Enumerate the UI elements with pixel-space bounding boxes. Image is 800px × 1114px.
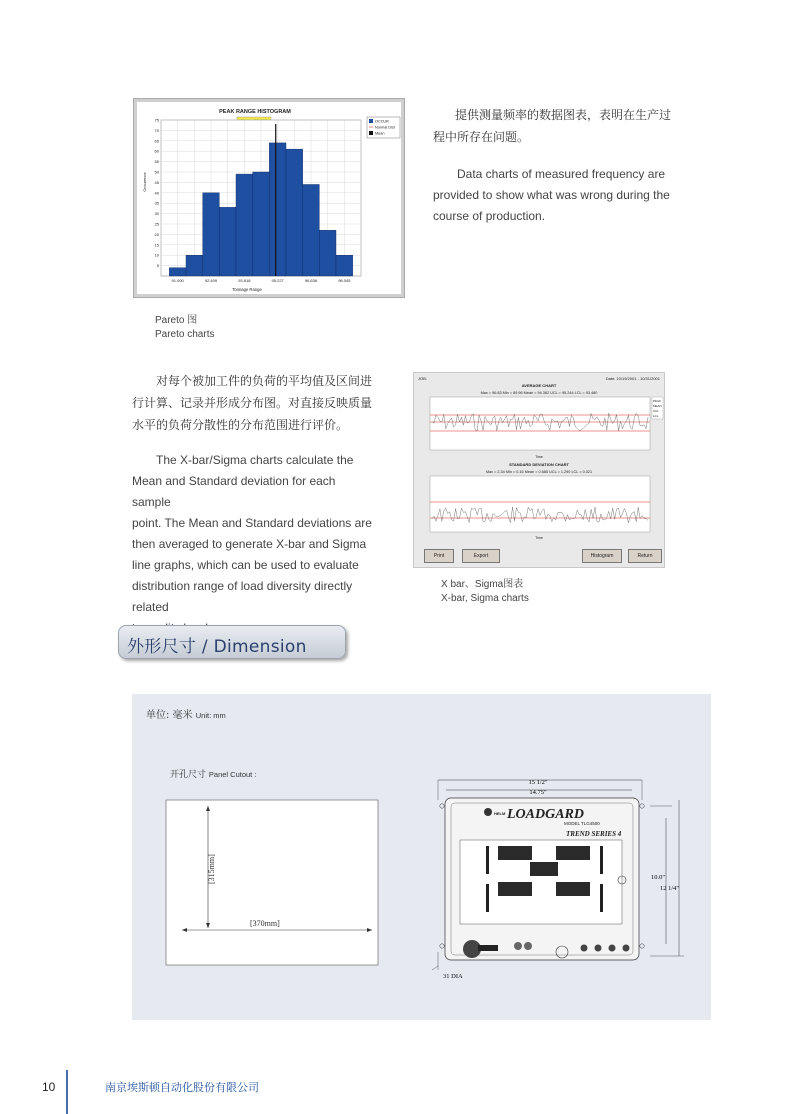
cutout-height-label: [315mm] [207,854,216,884]
x-tick-label: 91.000 [171,278,184,283]
mounting-hole-icon [440,804,444,808]
dimension-drawing-panel [132,694,711,1020]
legend-mean: MEAN [653,404,662,408]
peak-range-histogram [137,102,403,296]
date-range: Date: 10/19/2001 - 10/31/2001 [605,376,660,381]
caption-en: X-bar, Sigma charts [441,593,529,604]
histogram-button[interactable]: Histogram [582,549,622,563]
section-title: 外形尺寸 / Dimension [127,637,307,657]
histogram-bar [186,255,203,276]
export-button[interactable]: Export [462,549,500,563]
helm-logo-plate [478,945,498,951]
average-chart-title: AVERAGE CHART [521,383,557,388]
legend-occur-swatch [369,119,373,123]
display-area [460,840,622,924]
x-tick-label: 93.818 [238,278,251,283]
histogram-text-en [433,164,683,227]
text-line: provided to show what was wrong during the [433,188,670,202]
width-inner-label: 14.75" [529,789,547,796]
text-line: Data charts of measured frequency are [457,167,666,181]
y-tick-label: 60 [154,148,159,154]
connector-icon [514,942,522,950]
mounting-hole-icon [440,944,444,948]
histogram-bar [169,268,186,276]
xbar-sigma-chart-panel [413,372,665,568]
xbar-text-en [132,450,374,639]
cutout-width-label: [370mm] [250,919,280,928]
xbar-sigma-charts [414,373,664,547]
y-tick-label: 15 [154,242,159,248]
connector-icon [524,942,532,950]
histogram-bar [336,255,353,276]
mounting-hole-icon [640,804,644,808]
x-tick-label: 95.227 [271,278,284,283]
x-tick-label: 98.045 [338,278,351,283]
legend-lcl: LCL [653,414,659,418]
y-tick-label: 70 [154,127,159,133]
xbar-caption [441,578,529,606]
unit-zh: 单位: 毫米 [146,710,193,721]
indicator-icon [595,945,602,952]
legend-normal: Normal Dist [375,125,395,130]
histogram-bar [286,149,303,276]
left-front-display [498,882,532,896]
cutout-en: Panel Cutout : [208,770,257,779]
print-button[interactable]: Print [424,549,454,563]
y-tick-label: 35 [154,200,159,206]
y-tick-label: 65 [154,138,159,144]
text-line: then averaged to generate X-bar and Sigma [132,537,367,551]
histogram-text-zh [433,104,695,148]
x-tick-label: 92.409 [204,278,218,283]
hole-diameter-label: 31 DIA [443,973,463,980]
legend-mean: Mean [375,131,385,136]
y-tick-label: 25 [154,221,159,227]
histogram-ylabel: Occurence [142,172,147,192]
y-tick-label: 55 [154,159,159,165]
dimension-drawing [132,694,711,1020]
company-name: 南京埃斯顿自动化股份有限公司 [105,1081,259,1094]
x-tick-label: 96.636 [304,278,318,283]
height-inner-label: 10.0" [651,874,666,881]
caption-en: Pareto charts [155,329,215,340]
xbar-text-zh [132,370,382,436]
height-total-label: 12 1/4" [660,885,680,892]
text-line: 对每个被加工件的负荷的平均值及区间进 [156,374,373,388]
std-plot-area [430,476,650,532]
legend-ucl: UCL [653,409,660,413]
legend-occur: OCCUR [375,119,389,124]
avg-time-label: Time [535,455,543,459]
bar-graph-icon [600,846,603,874]
y-tick-label: 75 [154,117,159,123]
histogram-bar [253,172,270,276]
histogram-panel [133,98,405,298]
indicator-icon [609,945,616,952]
histogram-bar [303,184,320,276]
histogram-legend [367,117,400,138]
right-rear-display [556,846,590,860]
text-line: Mean and Standard deviation for each sample [132,474,336,509]
text-line: line graphs, which can be used to evaluate [132,558,359,572]
return-button[interactable]: Return [628,549,662,563]
text-line: 提供测量频率的数据图表，表明在生产过 [455,108,672,122]
average-stats: Max = 96.83 Min = 89.96 Mean = 94.362 UCL = 95.244 LCL = 93.480 [480,391,598,395]
histogram-bar [236,174,253,276]
cutout-zh: 开孔尺寸 [170,770,207,780]
mounting-hole-icon [640,944,644,948]
histogram-title: PEAK RANGE HISTOGRAM [219,109,291,115]
text-line: 水平的负荷分散性的分布范围进行评价。 [132,418,349,432]
text-line: The X-bar/Sigma charts calculate the [156,453,354,467]
caption-zh: Pareto 图 [155,315,198,326]
model-name: MODEL TLG4500 [564,821,600,826]
indicator-icon [581,945,588,952]
text-line: point. The Mean and Standard deviations are [132,516,372,530]
std-chart-title: STANDARD DEVIATION CHART [509,462,569,467]
dimension-banner [118,625,346,659]
y-tick-label: 5 [156,263,159,269]
std-time-label: Time [535,536,543,540]
series-name: TREND SERIES 4 [566,830,622,838]
bar-graph-icon [600,884,603,912]
text-line: 程中所存在问题。 [433,130,530,144]
histogram-bar [269,143,286,276]
logo-small-text: HELM [494,811,506,816]
helm-logo-icon [484,808,492,816]
panel-cutout-rect [166,800,378,965]
std-stats: Max = 2.34 Min = 0.16 Mean = 0.685 UCL = 1.290 LCL = 0.021 [485,470,593,474]
unit-en: Unit: mm [195,711,226,720]
histogram-bar [203,193,220,276]
bar-graph-icon [486,846,489,874]
xbar-legend [652,397,663,419]
text-line: course of production. [433,209,546,223]
caption-zh: X bar、Sigma图表 [441,579,524,590]
brand-name: LOADGARD [507,807,585,822]
histogram-bar [219,207,236,276]
right-front-display [556,882,590,896]
text-line: distribution range of load diversity directly related [132,579,353,614]
y-tick-label: 20 [154,231,159,237]
total-display [530,862,558,876]
job-label: JOB: [418,376,427,381]
page-number: 10 [42,1080,56,1094]
footer-divider [66,1070,68,1114]
width-total-label: 15 1/2" [528,779,548,786]
legend-mean-swatch [369,131,373,135]
left-rear-display [498,846,532,860]
y-tick-label: 30 [154,211,159,217]
y-tick-label: 50 [154,169,159,175]
y-tick-label: 40 [154,190,159,196]
legend-peak: PEAK [653,399,662,403]
pareto-caption [155,314,214,342]
y-tick-label: 10 [154,252,159,258]
y-tick-label: 45 [154,179,159,185]
text-line: 行计算、记录并形成分布图。对直接反映质量 [132,396,373,410]
histogram-bar [319,230,336,276]
indicator-icon [623,945,630,952]
bar-graph-icon [486,884,489,912]
histogram-xlabel: Tonnage Range [232,287,262,292]
